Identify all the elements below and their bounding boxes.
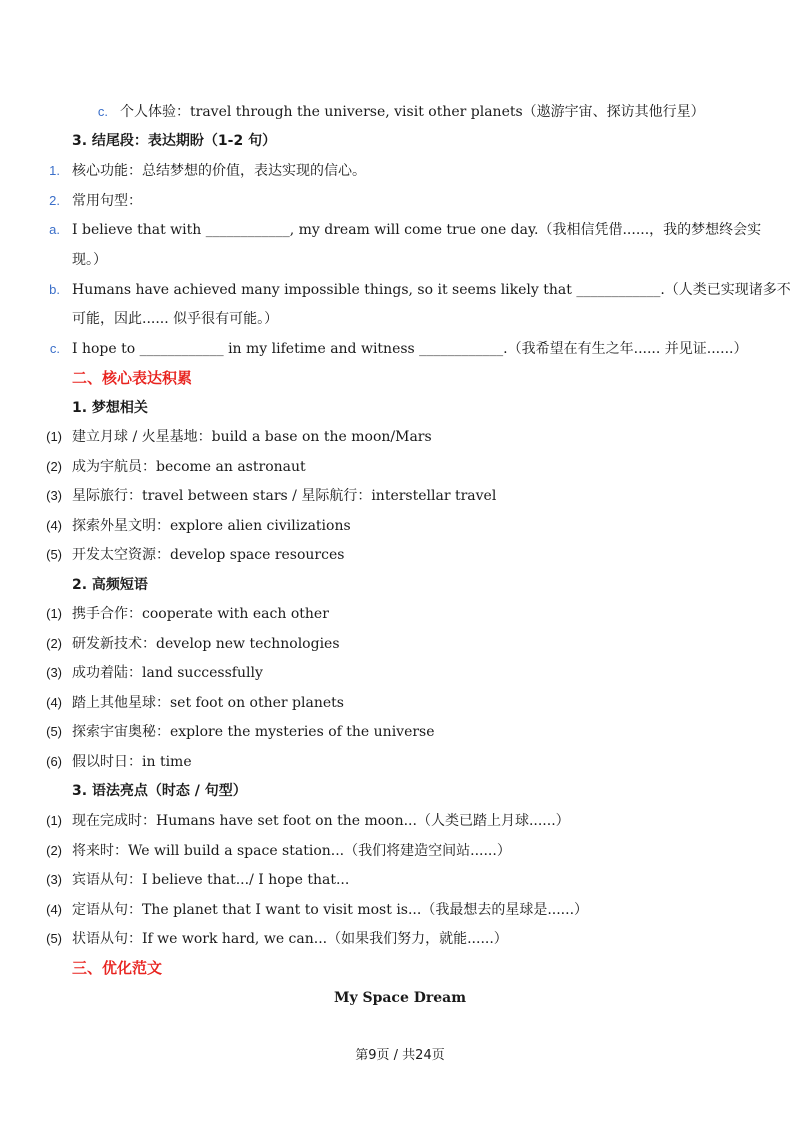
list-marker: (2) [46, 459, 62, 474]
list-text: 现。） [72, 252, 107, 268]
list-marker: (6) [46, 754, 62, 769]
subheading-text: 2. 高频短语 [72, 577, 148, 593]
list-marker: (1) [46, 813, 62, 828]
list-marker: c. [49, 341, 60, 356]
list-text: 将来时：We will build a space station...（我们将建造空间站......） [72, 843, 511, 859]
list-text: 成为宇航员：become an astronaut [72, 459, 306, 475]
list-text: 现在完成时：Humans have set foot on the moon...（人类已踏上月球......） [72, 813, 570, 829]
list-marker: 2. [49, 193, 60, 208]
list-marker: a. [49, 222, 60, 237]
list-text: Humans have achieved many impossible things, so it seems likely that ____________.（人类已实现诸多不 [72, 282, 791, 298]
list-text: 建立月球 / 火星基地：build a base on the moon/Mars [72, 429, 432, 445]
list-text: 携手合作：cooperate with each other [72, 606, 329, 622]
list-marker: (2) [46, 843, 62, 858]
list-marker: (1) [46, 606, 62, 621]
list-marker: (4) [46, 902, 62, 917]
list-text: 星际旅行：travel between stars / 星际航行：interstellar travel [72, 488, 497, 504]
page-footer: 第9页 / 共24页 [355, 1048, 445, 1063]
list-marker: (5) [46, 724, 62, 739]
list-text: 可能，因此...... 似乎很有可能。） [72, 311, 279, 327]
list-marker: (3) [46, 872, 62, 887]
list-marker: (5) [46, 931, 62, 946]
list-marker: b. [49, 282, 60, 297]
list-text: 个人体验：travel through the universe, visit other planets（遨游宇宙、探访其他行星） [120, 104, 705, 120]
list-marker: (4) [46, 695, 62, 710]
list-text: 状语从句：If we work hard, we can...（如果我们努力，就能......） [72, 931, 508, 947]
list-text: 研发新技术：develop new technologies [72, 636, 340, 652]
list-marker: (3) [46, 665, 62, 680]
section-heading-text: 三、优化范文 [72, 959, 163, 977]
subheading-text: 3. 语法亮点（时态 / 句型） [72, 783, 247, 799]
list-marker: (4) [46, 518, 62, 533]
list-text: 核心功能：总结梦想的价值，表达实现的信心。 [72, 163, 366, 179]
essay-title: My Space Dream [333, 990, 467, 1006]
subheading-text: 1. 梦想相关 [72, 400, 148, 416]
list-marker: (1) [46, 429, 62, 444]
list-text: 探索宇宙奥秘：explore the mysteries of the universe [72, 724, 435, 740]
list-text: I hope to ____________ in my lifetime and witness ____________.（我希望在有生之年...... 并见证......） [72, 341, 748, 357]
list-text: 探索外星文明：explore alien civilizations [72, 518, 351, 534]
list-text: I believe that with ____________, my dream will come true one day.（我相信凭借......，我的梦想终会实 [72, 222, 762, 238]
list-text: 踏上其他星球：set foot on other planets [72, 695, 344, 711]
list-marker: (5) [46, 547, 62, 562]
subheading-text: 3. 结尾段：表达期盼（1-2 句） [72, 133, 277, 149]
list-text: 成功着陆：land successfully [72, 665, 263, 681]
list-text: 开发太空资源：develop space resources [72, 547, 345, 563]
list-marker: (3) [46, 488, 62, 503]
list-text: 假以时日：in time [72, 754, 192, 770]
list-marker: c. [97, 104, 108, 119]
section-heading-text: 二、核心表达积累 [72, 369, 193, 387]
list-text: 宾语从句：I believe that.../ I hope that... [72, 872, 350, 888]
list-marker: (2) [46, 636, 62, 651]
list-text: 定语从句：The planet that I want to visit most is...（我最想去的星球是......） [72, 902, 589, 918]
list-text: 常用句型： [72, 193, 142, 209]
list-marker: 1. [49, 163, 60, 178]
